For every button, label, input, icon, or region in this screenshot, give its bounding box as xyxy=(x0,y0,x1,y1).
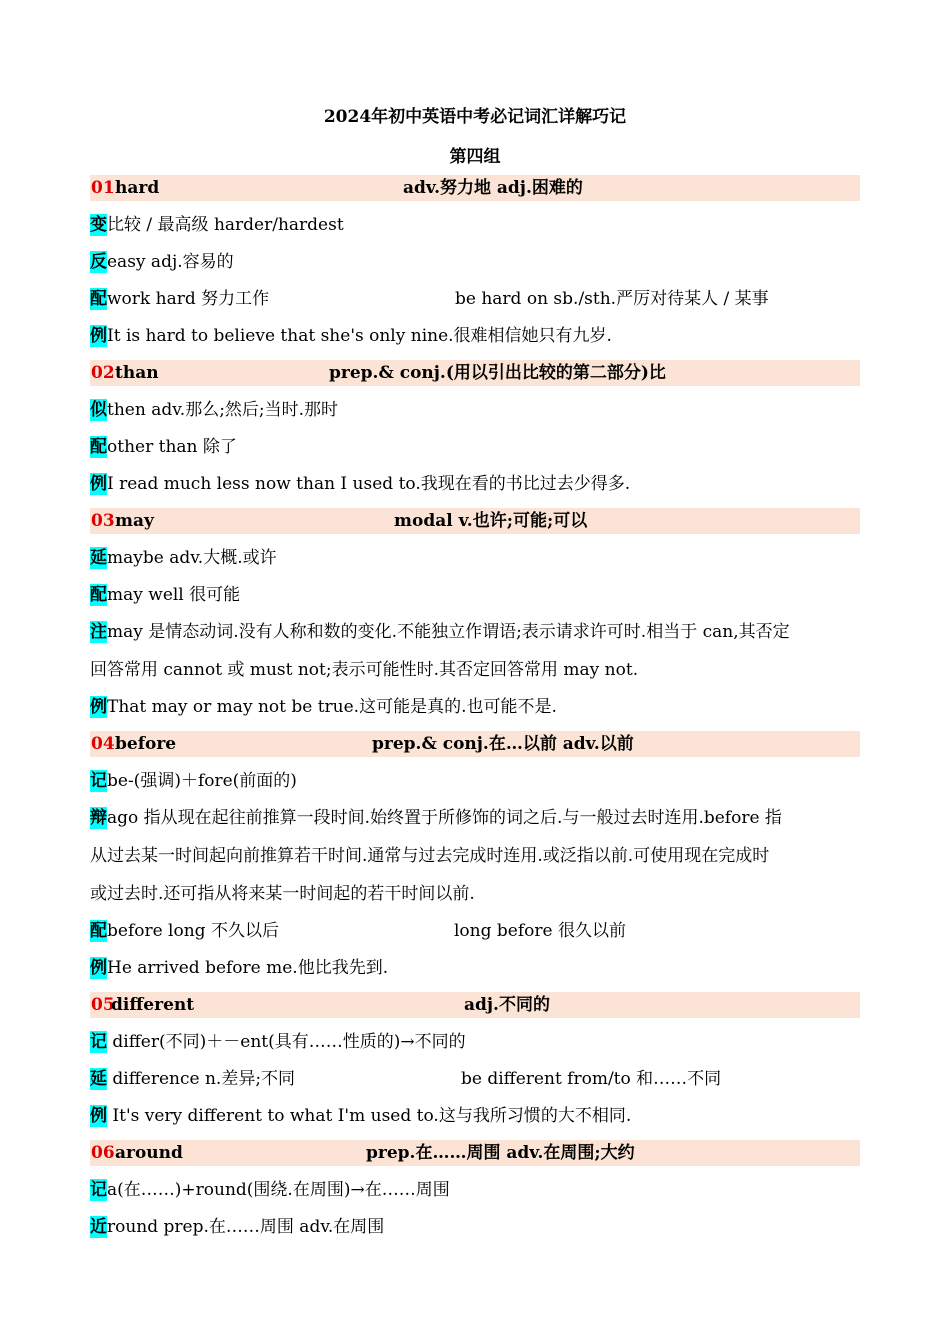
tag-badge: 反 xyxy=(90,252,107,272)
line-text: be-(强调)＋fore(前面的) xyxy=(107,771,297,791)
line-text-second: long before 很久以前 xyxy=(454,921,626,941)
entry-pos: modal v.也许;可能;可以 xyxy=(394,511,588,531)
entry-line xyxy=(90,546,277,570)
tag-badge: 记 xyxy=(90,1032,107,1052)
line-text: I read much less now than I used to.我现在看的书比过去少得多. xyxy=(107,474,631,494)
line-text: easy adj.容易的 xyxy=(107,252,234,272)
entry-header xyxy=(90,731,860,757)
tag-badge: 辩 xyxy=(90,808,107,828)
entry-word: may xyxy=(115,511,154,531)
line-text: may well 很可能 xyxy=(107,585,241,605)
entry-line xyxy=(90,398,338,422)
entry-number: 05 xyxy=(91,995,115,1015)
line-text: differ(不同)＋－ent(具有……性质的)→不同的 xyxy=(107,1032,466,1052)
tag-badge: 注 xyxy=(90,622,107,642)
line-text: difference n.差异;不同 xyxy=(107,1069,296,1089)
tag-badge: 例 xyxy=(90,958,107,978)
group-title: 第四组 xyxy=(449,147,501,167)
entry-line xyxy=(90,806,782,830)
entry-word: hard xyxy=(115,178,160,198)
entry-number: 04 xyxy=(91,734,115,754)
line-text-second: be hard on sb./sth.严厉对待某人 / 某事 xyxy=(455,289,769,309)
entry-word: different xyxy=(111,995,195,1015)
line-text: work hard 努力工作 xyxy=(107,289,270,309)
entry-pos: prep.& conj.在…以前 adv.以前 xyxy=(372,734,634,754)
entry-line xyxy=(90,620,790,644)
entry-word: before xyxy=(115,734,177,754)
entry-line xyxy=(90,769,297,793)
entry-line xyxy=(90,324,612,348)
document-title: 2024年初中英语中考必记词汇详解巧记 xyxy=(323,107,627,127)
entry-pos: prep.& conj.(用以引出比较的第二部分)比 xyxy=(329,363,666,383)
tag-badge: 例 xyxy=(90,697,107,717)
entry-line xyxy=(90,250,234,274)
entry-line xyxy=(90,287,769,311)
tag-badge: 记 xyxy=(90,771,107,791)
entry-word: than xyxy=(115,363,159,383)
entry-pos: adv.努力地 adj.困难的 xyxy=(403,178,583,198)
line-text: 比较 / 最高级 harder/hardest xyxy=(107,215,344,235)
entry-header xyxy=(90,992,860,1018)
line-text: a(在……)+round(围绕.在周围)→在……周围 xyxy=(107,1180,450,1200)
line-text: may 是情态动词.没有人称和数的变化.不能独立作谓语;表示请求许可时.相当于 can,其否定 xyxy=(107,622,790,642)
entry-line xyxy=(90,1215,384,1239)
line-text: He arrived before me.他比我先到. xyxy=(107,958,389,978)
tag-badge: 延 xyxy=(90,548,107,568)
line-text: 从过去某一时间起向前推算若干时间.通常与过去完成时连用.或泛指以前.可使用现在完成时 xyxy=(90,846,770,866)
entry-line xyxy=(90,882,475,906)
tag-badge: 变 xyxy=(90,215,107,235)
entry-pos: adj.不同的 xyxy=(464,995,550,1015)
tag-badge: 延 xyxy=(90,1069,107,1089)
entry-line xyxy=(90,695,557,719)
entry-line xyxy=(90,1067,722,1091)
line-text: round prep.在……周围 adv.在周围 xyxy=(107,1217,385,1237)
tag-badge: 似 xyxy=(90,400,107,420)
tag-badge: 配 xyxy=(90,921,107,941)
entry-header xyxy=(90,508,860,534)
entry-line xyxy=(90,1030,466,1054)
entry-line xyxy=(90,435,237,459)
line-text: It is hard to believe that she's only nine.很难相信她只有九岁. xyxy=(107,326,612,346)
entry-word: around xyxy=(115,1143,183,1163)
tag-badge: 配 xyxy=(90,437,107,457)
line-text: then adv.那么;然后;当时.那时 xyxy=(107,400,339,420)
entry-line xyxy=(90,956,388,980)
entry-header xyxy=(90,175,860,201)
entry-line xyxy=(90,844,769,868)
tag-badge: 配 xyxy=(90,289,107,309)
entry-line xyxy=(90,1178,450,1202)
entry-number: 03 xyxy=(91,511,115,531)
line-text: 回答常用 cannot 或 must not;表示可能性时.其否定回答常用 may not. xyxy=(90,660,639,680)
tag-badge: 配 xyxy=(90,585,107,605)
tag-badge: 记 xyxy=(90,1180,107,1200)
entry-line xyxy=(90,658,638,682)
line-text: before long 不久以后 xyxy=(107,921,279,941)
entry-header xyxy=(90,1140,860,1166)
tag-badge: 近 xyxy=(90,1217,107,1237)
tag-badge: 例 xyxy=(90,1106,107,1126)
entry-number: 06 xyxy=(91,1143,115,1163)
line-text: 或过去时.还可指从将来某一时间起的若干时间以前. xyxy=(90,884,475,904)
line-text: other than 除了 xyxy=(107,437,237,457)
entry-number: 02 xyxy=(91,363,115,383)
tag-badge: 例 xyxy=(90,326,107,346)
entry-header xyxy=(90,360,860,386)
line-text: ago 指从现在起往前推算一段时间.始终置于所修饰的词之后.与一般过去时连用.before 指 xyxy=(107,808,782,828)
line-text-second: be different from/to 和……不同 xyxy=(461,1069,722,1089)
line-text: It's very different to what I'm used to.这与我所习惯的大不相同. xyxy=(107,1106,632,1126)
line-text: maybe adv.大概.或许 xyxy=(107,548,277,568)
entry-line xyxy=(90,583,240,607)
entry-line xyxy=(90,472,630,496)
tag-badge: 例 xyxy=(90,474,107,494)
entry-number: 01 xyxy=(91,178,115,198)
entry-line xyxy=(90,213,344,237)
entry-line xyxy=(90,919,626,943)
entry-line xyxy=(90,1104,631,1128)
line-text: That may or may not be true.这可能是真的.也可能不是. xyxy=(107,697,557,717)
entry-pos: prep.在……周围 adv.在周围;大约 xyxy=(366,1143,635,1163)
